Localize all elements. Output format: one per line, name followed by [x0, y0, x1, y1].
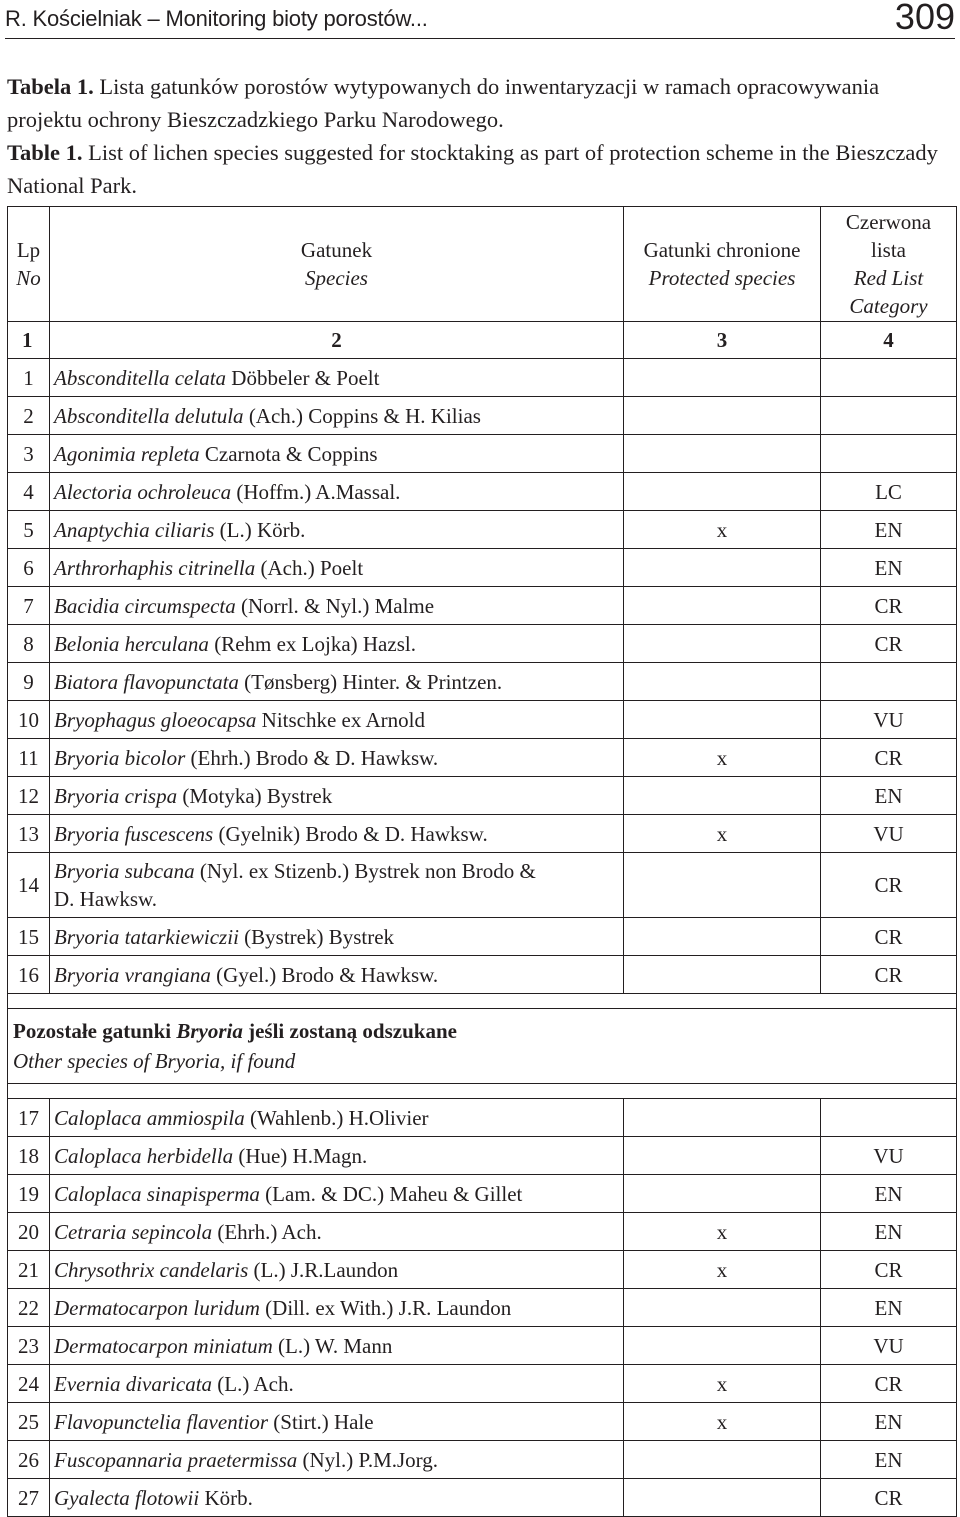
protected-mark — [624, 918, 821, 956]
section-heading-en: Other species of Bryoria, if found — [13, 1049, 296, 1073]
row-number: 3 — [8, 435, 50, 473]
species-name — [50, 1327, 624, 1365]
red-list-category: CR — [821, 625, 957, 663]
running-head — [5, 0, 955, 39]
species-name — [50, 815, 624, 853]
table-caption — [7, 70, 952, 202]
species-latin: Bryoria subcana — [54, 859, 195, 883]
protected-mark — [624, 663, 821, 701]
protected-mark — [624, 1441, 821, 1479]
species-name — [50, 1403, 624, 1441]
species-author: (Gyel.) Brodo & Hawksw. — [216, 962, 439, 987]
species-latin: Caloplaca ammiospila — [54, 1105, 245, 1130]
header-red-list-en-2: Category — [849, 294, 928, 318]
row-number: 20 — [8, 1213, 50, 1251]
protected-mark: x — [624, 511, 821, 549]
row-number: 23 — [8, 1327, 50, 1365]
row-number: 24 — [8, 1365, 50, 1403]
caption-english — [7, 136, 952, 202]
red-list-category — [821, 663, 957, 701]
table-row — [8, 918, 957, 956]
table-body-b — [8, 918, 957, 994]
red-list-category: CR — [821, 1365, 957, 1403]
column-number: 1 — [8, 322, 50, 359]
header-protected-en: Protected species — [648, 266, 796, 290]
species-name — [50, 1175, 624, 1213]
header-species — [50, 207, 624, 322]
header-red-list-en-1: Red List — [853, 266, 924, 290]
red-list-category: CR — [821, 739, 957, 777]
species-latin: Bryophagus gloeocapsa — [54, 707, 257, 732]
species-author: (Ehrh.) Brodo & D. Hawksw. — [190, 745, 439, 770]
row-number: 7 — [8, 587, 50, 625]
species-author: (L.) Körb. — [219, 517, 306, 542]
species-author: (Gyelnik) Brodo & D. Hawksw. — [218, 821, 488, 846]
red-list-category — [821, 1099, 957, 1137]
species-name — [50, 918, 624, 956]
species-name — [50, 1137, 624, 1175]
red-list-category: EN — [821, 549, 957, 587]
species-name — [50, 1289, 624, 1327]
header-species-pl: Gatunek — [300, 238, 373, 262]
header-red-list-pl-2: lista — [871, 238, 906, 262]
species-latin: Dermatocarpon luridum — [54, 1295, 260, 1320]
species-author: (Norrl. & Nyl.) Malme — [241, 593, 435, 618]
species-latin: Dermatocarpon miniatum — [54, 1333, 273, 1358]
red-list-category — [821, 397, 957, 435]
row-number: 14 — [8, 853, 50, 918]
species-name — [50, 549, 624, 587]
species-latin: Bryoria vrangiana — [54, 962, 211, 987]
row-number: 2 — [8, 397, 50, 435]
species-author: (Ach.) Coppins & H. Kilias — [248, 403, 481, 428]
row-number: 9 — [8, 663, 50, 701]
species-author: Döbbeler & Poelt — [231, 365, 380, 390]
row-number: 19 — [8, 1175, 50, 1213]
red-list-category: EN — [821, 1441, 957, 1479]
header-species-en: Species — [305, 266, 368, 290]
row-number: 25 — [8, 1403, 50, 1441]
species-author: (Hue) H.Magn. — [238, 1143, 368, 1168]
row-number: 6 — [8, 549, 50, 587]
row-number: 12 — [8, 777, 50, 815]
caption-en-text: List of lichen species suggested for stocktaking as part of protection scheme in the Bieszczady National Park. — [7, 140, 938, 198]
species-name — [50, 1441, 624, 1479]
species-latin: Chrysothrix candelaris — [54, 1257, 249, 1282]
header-lp — [8, 207, 50, 322]
row-number: 16 — [8, 956, 50, 994]
species-latin: Bryoria crispa — [54, 783, 178, 808]
table-row — [8, 1137, 957, 1175]
species-latin: Absconditella celata — [54, 365, 227, 390]
species-author: Czarnota & Coppins — [204, 441, 378, 466]
species-author-cont: D. Hawksw. — [54, 887, 158, 911]
species-latin: Flavopunctelia flaventior — [54, 1409, 269, 1434]
species-author: (Ach.) Poelt — [260, 555, 364, 580]
row-number: 10 — [8, 701, 50, 739]
row-number: 15 — [8, 918, 50, 956]
species-name — [50, 1099, 624, 1137]
row-number: 5 — [8, 511, 50, 549]
species-name — [50, 435, 624, 473]
table-row — [8, 473, 957, 511]
row-number: 8 — [8, 625, 50, 663]
column-number: 2 — [50, 322, 624, 359]
species-name — [50, 853, 624, 918]
table-row — [8, 701, 957, 739]
row-number: 17 — [8, 1099, 50, 1137]
species-author: (Tønsberg) Hinter. & Printzen. — [244, 669, 503, 694]
row-number: 27 — [8, 1479, 50, 1517]
table-row — [8, 511, 957, 549]
species-author: (Lam. & DC.) Maheu & Gillet — [265, 1181, 523, 1206]
column-number: 4 — [821, 322, 957, 359]
red-list-category: VU — [821, 1327, 957, 1365]
species-name — [50, 663, 624, 701]
species-name — [50, 511, 624, 549]
species-name — [50, 625, 624, 663]
species-latin: Biatora flavopunctata — [54, 669, 239, 694]
protected-mark — [624, 549, 821, 587]
table-body-a — [8, 359, 957, 853]
red-list-category: EN — [821, 777, 957, 815]
protected-mark: x — [624, 1365, 821, 1403]
protected-mark — [624, 777, 821, 815]
page-number: 309 — [894, 0, 955, 37]
species-name — [50, 739, 624, 777]
table-row — [8, 587, 957, 625]
species-latin: Bacidia circumspecta — [54, 593, 236, 618]
protected-mark — [624, 625, 821, 663]
species-latin: Anaptychia ciliaris — [54, 517, 215, 542]
red-list-category: VU — [821, 701, 957, 739]
protected-mark — [624, 956, 821, 994]
caption-pl-text: Lista gatunków porostów wytypowanych do inwentaryzacji w ramach opracowywania projektu ochrony Bieszczadzkiego Parku Narodowego. — [7, 74, 880, 132]
table-body-gap — [8, 994, 957, 1009]
protected-mark — [624, 1099, 821, 1137]
red-list-category: CR — [821, 918, 957, 956]
species-author: (Wahlenb.) H.Olivier — [250, 1105, 429, 1130]
protected-mark — [624, 1289, 821, 1327]
species-author: (Nyl. ex Stizenb.) Bystrek non Brodo & — [199, 859, 536, 883]
caption-polish — [7, 70, 952, 136]
protected-mark: x — [624, 1213, 821, 1251]
species-latin: Bryoria tatarkiewiczii — [54, 924, 239, 949]
section-row — [8, 1009, 957, 1084]
table-row — [8, 777, 957, 815]
table-row — [8, 853, 957, 918]
species-latin: Caloplaca sinapisperma — [54, 1181, 260, 1206]
table-row — [8, 1365, 957, 1403]
row-number: 26 — [8, 1441, 50, 1479]
table-row — [8, 397, 957, 435]
protected-mark: x — [624, 739, 821, 777]
protected-mark — [624, 473, 821, 511]
protected-mark — [624, 1479, 821, 1517]
table-row — [8, 359, 957, 397]
table-body-c — [8, 1099, 957, 1517]
protected-mark — [624, 359, 821, 397]
table-row — [8, 956, 957, 994]
species-author: (Dill. ex With.) J.R. Laundon — [265, 1295, 512, 1320]
section-gap-cell — [8, 994, 957, 1009]
red-list-category: CR — [821, 587, 957, 625]
table-row — [8, 625, 957, 663]
red-list-category — [821, 435, 957, 473]
table-row — [8, 1479, 957, 1517]
row-number: 21 — [8, 1251, 50, 1289]
table-row — [8, 739, 957, 777]
species-latin: Alectoria ochroleuca — [54, 479, 232, 504]
header-protected — [624, 207, 821, 322]
species-name — [50, 397, 624, 435]
species-latin: Arthrorhaphis citrinella — [54, 555, 256, 580]
protected-mark: x — [624, 1251, 821, 1289]
column-number: 3 — [624, 322, 821, 359]
species-latin: Agonimia repleta — [54, 441, 200, 466]
caption-pl-label: Tabela 1. — [7, 74, 94, 99]
species-latin: Cetraria sepincola — [54, 1219, 213, 1244]
species-name — [50, 1365, 624, 1403]
species-name — [50, 701, 624, 739]
protected-mark — [624, 435, 821, 473]
species-latin: Bryoria fuscescens — [54, 821, 214, 846]
red-list-category: LC — [821, 473, 957, 511]
section-heading-pl — [13, 1016, 952, 1046]
header-red-list-pl-1: Czerwona — [845, 210, 932, 234]
table-row — [8, 1175, 957, 1213]
red-list-category — [821, 359, 957, 397]
species-name — [50, 359, 624, 397]
section-pl-genus: Bryoria — [176, 1019, 243, 1043]
section-gap — [8, 994, 957, 1009]
column-number-row — [8, 322, 957, 359]
species-latin: Bryoria bicolor — [54, 745, 186, 770]
table-body-gap-2 — [8, 1084, 957, 1099]
protected-mark — [624, 701, 821, 739]
species-author: (Rehm ex Lojka) Hazsl. — [214, 631, 416, 656]
species-author: Nitschke ex Arnold — [261, 707, 425, 732]
header-protected-pl: Gatunki chronione — [643, 238, 801, 262]
species-author: (Hoffm.) A.Massal. — [236, 479, 401, 504]
section-pl-before: Pozostałe gatunki — [13, 1019, 172, 1043]
species-author: (Nyl.) P.M.Jorg. — [302, 1447, 439, 1472]
red-list-category: CR — [821, 1251, 957, 1289]
red-list-category: EN — [821, 1289, 957, 1327]
table-row — [8, 549, 957, 587]
header-lp-en: No — [16, 266, 41, 290]
table-body-row-14 — [8, 853, 957, 918]
row-number: 1 — [8, 359, 50, 397]
species-author: (Ehrh.) Ach. — [217, 1219, 322, 1244]
table-row — [8, 1441, 957, 1479]
header-red-list — [821, 207, 957, 322]
species-name — [50, 956, 624, 994]
section-gap-cell — [8, 1084, 957, 1099]
species-name — [50, 1213, 624, 1251]
red-list-category: VU — [821, 815, 957, 853]
species-author: (Stirt.) Hale — [273, 1409, 374, 1434]
species-latin: Gyalecta flotowii — [54, 1485, 200, 1510]
red-list-category: EN — [821, 511, 957, 549]
table-row — [8, 1327, 957, 1365]
species-author: (Motyka) Bystrek — [182, 783, 333, 808]
protected-mark — [624, 587, 821, 625]
species-latin: Fuscopannaria praetermissa — [54, 1447, 298, 1472]
section-gap — [8, 1084, 957, 1099]
red-list-category: CR — [821, 853, 957, 918]
running-head-title: R. Kościelniak – Monitoring bioty porostów... — [5, 6, 428, 31]
protected-mark: x — [624, 1403, 821, 1441]
table-row — [8, 663, 957, 701]
species-author: Körb. — [204, 1485, 253, 1510]
species-latin: Evernia divaricata — [54, 1371, 213, 1396]
row-number: 22 — [8, 1289, 50, 1327]
species-name — [50, 587, 624, 625]
table-header-row — [8, 207, 957, 322]
table-body-section — [8, 1009, 957, 1084]
table-row — [8, 1289, 957, 1327]
caption-en-label: Table 1. — [7, 140, 83, 165]
species-name — [50, 1251, 624, 1289]
red-list-category: VU — [821, 1137, 957, 1175]
species-latin: Belonia herculana — [54, 631, 209, 656]
row-number: 13 — [8, 815, 50, 853]
header-lp-pl: Lp — [16, 238, 41, 262]
protected-mark — [624, 1327, 821, 1365]
table-row — [8, 1403, 957, 1441]
species-latin: Caloplaca herbidella — [54, 1143, 234, 1168]
red-list-category: EN — [821, 1175, 957, 1213]
row-number: 18 — [8, 1137, 50, 1175]
protected-mark — [624, 853, 821, 918]
table-row — [8, 815, 957, 853]
species-author: (L.) W. Mann — [278, 1333, 393, 1358]
protected-mark — [624, 1175, 821, 1213]
protected-mark — [624, 397, 821, 435]
table-row — [8, 1251, 957, 1289]
protected-mark — [624, 1137, 821, 1175]
species-latin: Absconditella delutula — [54, 403, 244, 428]
species-name — [50, 777, 624, 815]
lichen-species-table — [7, 206, 957, 1517]
red-list-category: EN — [821, 1213, 957, 1251]
species-name — [50, 1479, 624, 1517]
red-list-category: CR — [821, 956, 957, 994]
species-author: (Bystrek) Bystrek — [244, 924, 395, 949]
red-list-category: EN — [821, 1403, 957, 1441]
table-row — [8, 1213, 957, 1251]
species-name — [50, 473, 624, 511]
species-author: (L.) Ach. — [217, 1371, 294, 1396]
section-pl-after: jeśli zostaną odszukane — [248, 1019, 457, 1043]
protected-mark: x — [624, 815, 821, 853]
row-number: 11 — [8, 739, 50, 777]
section-heading — [8, 1009, 957, 1084]
red-list-category: CR — [821, 1479, 957, 1517]
table-row — [8, 1099, 957, 1137]
table-row — [8, 435, 957, 473]
species-author: (L.) J.R.Laundon — [253, 1257, 399, 1282]
row-number: 4 — [8, 473, 50, 511]
